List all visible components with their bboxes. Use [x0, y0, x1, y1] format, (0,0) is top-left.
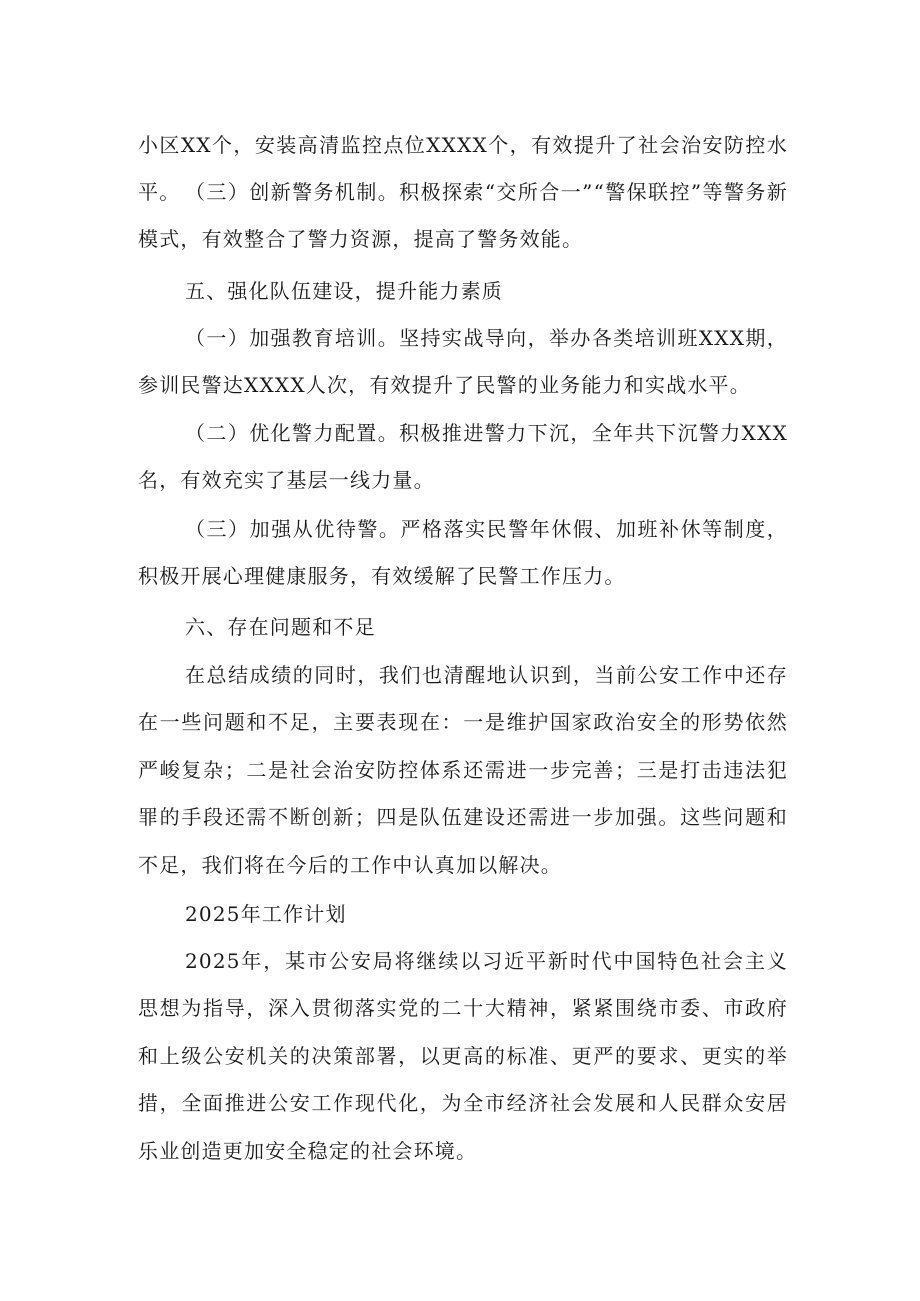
- section-heading-team-building: 五、强化队伍建设，提升能力素质: [185, 279, 503, 303]
- paragraph-problems-detail: 在总结成绩的同时，我们也清醒地认识到，当前公安工作中还存在一些问题和不足，主要表现在：一是维护国家政治安全的形势依然严峻复杂；二是社会治安防控体系还需进一步完善；三是打击违法犯罪的手段还需不断创新；四是队伍建设还需进一步加强。这些问题和不足，我们将在今后的工作中认真加以解决。: [138, 663, 788, 877]
- section-heading-problems: 六、存在问题和不足: [185, 615, 376, 639]
- paragraph-officer-welfare: （三）加强从优待警。严格落实民警年休假、加班补休等制度，积极开展心理健康服务，有效缓解了民警工作压力。: [138, 517, 788, 589]
- section-heading-2025-plan: 2025年工作计划: [185, 902, 347, 926]
- paragraph-2025-plan: 2025年，某市公安局将继续以习近平新时代中国特色社会主义思想为指导，深入贯彻落实党的二十大精神，紧紧围绕市委、市政府和上级公安机关的决策部署，以更高的标准、更严的要求、更实的举措，全面推进公安工作现代化，为全市经济社会发展和人民群众安居乐业创造更加安全稳定的社会环境。: [138, 949, 788, 1163]
- paragraph-innovate-policing: （三）创新警务机制。积极探索“交所合一”“警保联控”等警务新模式，有效整合了警力资源，提高了警务效能。: [138, 180, 788, 252]
- paragraph-police-allocation: （二）优化警力配置。积极推进警力下沉，全年共下沉警力XXX名，有效充实了基层一线力量。: [138, 421, 788, 493]
- paragraph-continuation: 小区XX个，安装高清监控点位XXXX个，有效提升了社会治安防控水平。: [138, 133, 788, 205]
- paragraph-education-training: （一）加强教育培训。坚持实战导向，举办各类培训班XXX期，参训民警达XXXX人次，有效提升了民警的业务能力和实战水平。: [138, 326, 788, 398]
